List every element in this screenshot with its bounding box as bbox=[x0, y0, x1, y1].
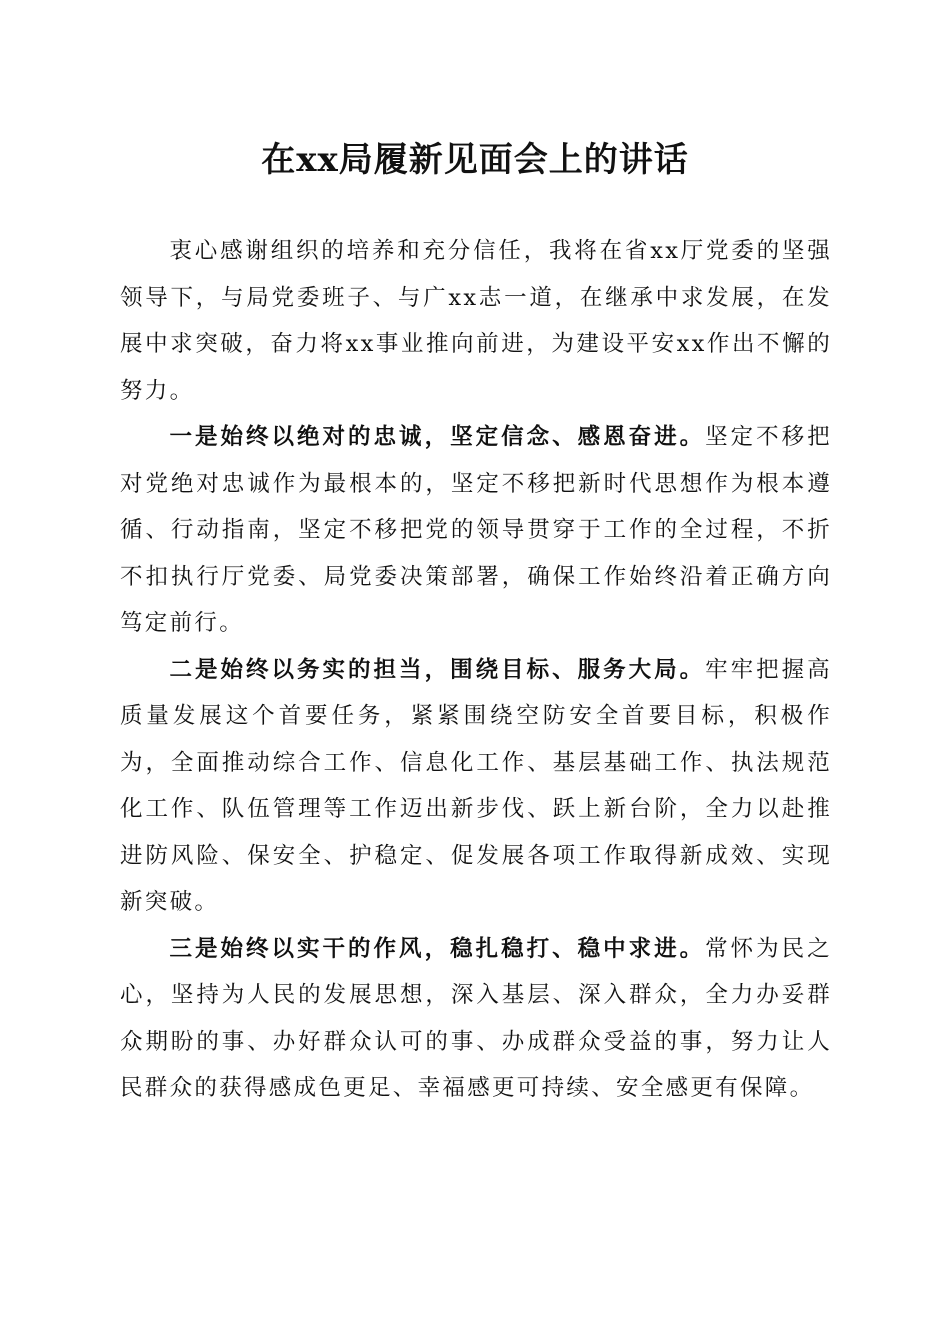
document-body bbox=[120, 228, 832, 1112]
paragraph-lead: 三是始终以实干的作风，稳扎稳打、稳中求进。 bbox=[169, 935, 706, 962]
paragraph-lead: 一是始终以绝对的忠诚，坚定信念、感恩奋进。 bbox=[169, 424, 706, 450]
paragraph-text: 常怀为民之心，坚持为人民的发展思想，深入基层、深入群众，全力办妥群众期盼的事、办好群众认可的事、办成群众受益的事，努力让人民群众的获得感成色更足、幸福感更可持续、安全感更有保障。 bbox=[120, 935, 832, 1101]
paragraph-text: 牢牢把握高质量发展这个首要任务，紧紧围绕空防安全首要目标，积极作为，全面推动综合工作、信息化工作、基层基础工作、执法规范化工作、队伍管理等工作迈出新步伐、跃上新台阶，全力以赴推进防风险、保安全、护稳定、促发展各项工作取得新成效、实现新突破。 bbox=[120, 656, 832, 915]
paragraph-lead: 二是始终以务实的担当，围绕目标、服务大局。 bbox=[169, 656, 706, 683]
paragraph-intro bbox=[120, 228, 832, 414]
paragraph-text: 坚定不移把对党绝对忠诚作为最根本的，坚定不移把新时代思想作为根本遵循、行动指南，坚定不移把党的领导贯穿于工作的全过程，不折不扣执行厅党委、局党委决策部署，确保工作始终沿着正确方向笃定前行。 bbox=[120, 424, 832, 636]
paragraph-point-2 bbox=[120, 647, 832, 926]
document-title: 在xx局履新见面会上的讲话 bbox=[261, 140, 689, 180]
paragraph-point-1 bbox=[120, 414, 832, 647]
paragraph-text: 衷心感谢组织的培养和充分信任，我将在省xx厅党委的坚强领导下，与局党委班子、与广xx志一道，在继承中求发展，在发展中求突破，奋力将xx事业推向前进，为建设平安xx作出不懈的努力。 bbox=[120, 238, 832, 404]
paragraph-point-3 bbox=[120, 926, 832, 1112]
